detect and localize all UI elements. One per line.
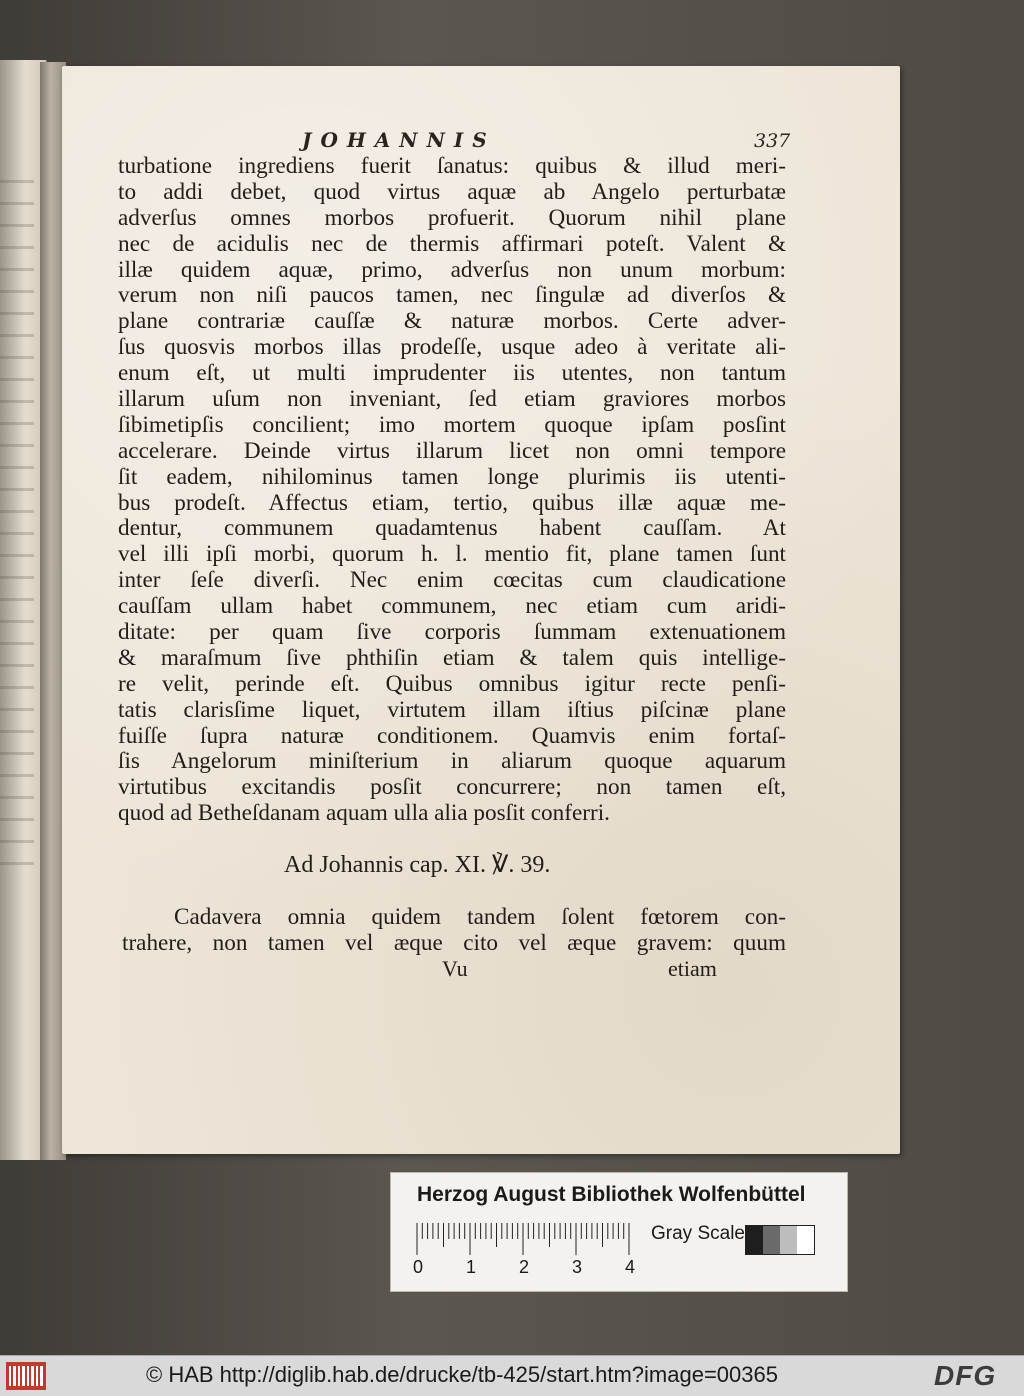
signature-mark: Vu [442, 956, 468, 981]
ruler-title: Herzog August Bibliothek Wolfenbüttel [417, 1183, 806, 1206]
text-line: illarum uſum non inveniant, ſed etiam graviores morbos [118, 386, 786, 413]
text-line: plane contrariæ cauſſæ & naturæ morbos. Certe adver- [118, 308, 786, 335]
page-number: 337 [754, 130, 791, 152]
gray-scale-label: Gray Scale [651, 1223, 745, 1244]
text-line: to addi debet, quod virtus aquæ ab Angelo perturbatæ [118, 178, 786, 205]
text-line: trahere, non tamen vel æque cito vel æque gravem: quum [122, 930, 786, 956]
text-line: nec de acidulis nec de thermis affirmari poteſt. Valent & [118, 230, 786, 257]
gray-swatch-patch [797, 1226, 814, 1254]
text-line: enum eſt, ut multi imprudenter iis utentes, non tantum [118, 360, 786, 387]
text-line: bus prodeſt. Affectus etiam, tertio, quibus illæ aquæ me- [118, 489, 786, 516]
paragraph-1 [118, 154, 786, 827]
ruler-number: 1 [466, 1257, 477, 1277]
gray-swatch-patch [746, 1226, 763, 1254]
text-line: turbatione ingrediens fuerit ſanatus: quibus & illud meri- [118, 153, 786, 179]
text-line: illæ quidem aquæ, primo, adverſus non unum morbum: [118, 256, 786, 283]
paragraph-2 [122, 904, 786, 956]
text-line: fuiſſe ſupra naturæ conditionem. Quamvis enim fortaſ- [118, 722, 786, 749]
footer-bar [0, 1355, 1024, 1396]
ruler-number: 2 [519, 1257, 530, 1277]
hab-logo-icon [6, 1362, 46, 1390]
text-line: dentur, communem quadamtenus habent cauſſam. At [118, 515, 786, 542]
running-head: JOHANNIS [302, 128, 496, 152]
gray-scale-swatch [745, 1225, 815, 1255]
text-line: ſis Angelorum miniſterium in aliarum quoque aquarum [118, 748, 786, 775]
catchword: etiam [668, 956, 717, 981]
text-line: tatis clarisſime liquet, virtutem illam iſtius piſcinæ plane [118, 696, 786, 723]
text-line: ditate: per quam ſive corporis ſummam extenuationem [118, 619, 786, 646]
text-line: cauſſam ullam habet communem, nec etiam cum aridi- [118, 593, 786, 620]
gray-swatch-patch [763, 1226, 780, 1254]
text-line: ſus quosvis morbos illas prodeſſe, usque adeo à veritate ali- [118, 334, 786, 361]
text-line: Cadavera omnia quidem tandem ſolent fœtorem con- [174, 904, 786, 930]
copyright-link[interactable]: © HAB http://diglib.hab.de/drucke/tb-425/start.htm?image=00365 [146, 1362, 778, 1387]
text-line: ſit eadem, nihilominus tamen longe plurimis iis utenti- [118, 463, 786, 490]
section-heading: Ad Johannis cap. XI. ℣. 39. [284, 852, 551, 878]
text-line: adverſus omnes morbos profuerit. Quorum nihil plane [118, 204, 786, 231]
text-line: re velit, perinde eſt. Quibus omnibus igitur recte penſi- [118, 670, 786, 697]
text-line: virtutibus excitandis posſit concurrere; non tamen eſt, [118, 774, 786, 801]
text-line: & maraſmum ſive phthiſin etiam & talem quis intellige- [118, 644, 786, 671]
gray-swatch-patch [780, 1226, 797, 1254]
text-line: ſibimetipſis concilient; imo mortem quoque ipſam posſint [118, 411, 786, 438]
ruler-ticks [415, 1223, 635, 1257]
color-ruler [390, 1172, 848, 1292]
dfg-logo: DFG [934, 1360, 997, 1391]
text-line: accelerare. Deinde virtus illarum licet non omni tempore [118, 437, 786, 464]
ruler-number: 3 [572, 1257, 583, 1277]
book-page [62, 66, 900, 1154]
text-line: vel illi ipſi morbi, quorum h. l. mentio fit, plane tamen ſunt [118, 541, 786, 568]
text-line: inter ſeſe diverſi. Nec enim cœcitas cum claudicatione [118, 567, 786, 594]
text-line: quod ad Betheſdanam aquam ulla alia posſit conferri. [118, 800, 610, 827]
text-line: verum non niſi paucos tamen, nec ſingulæ ad diverſos & [118, 282, 786, 309]
ruler-number: 0 [413, 1257, 424, 1277]
ruler-number: 4 [625, 1257, 636, 1277]
